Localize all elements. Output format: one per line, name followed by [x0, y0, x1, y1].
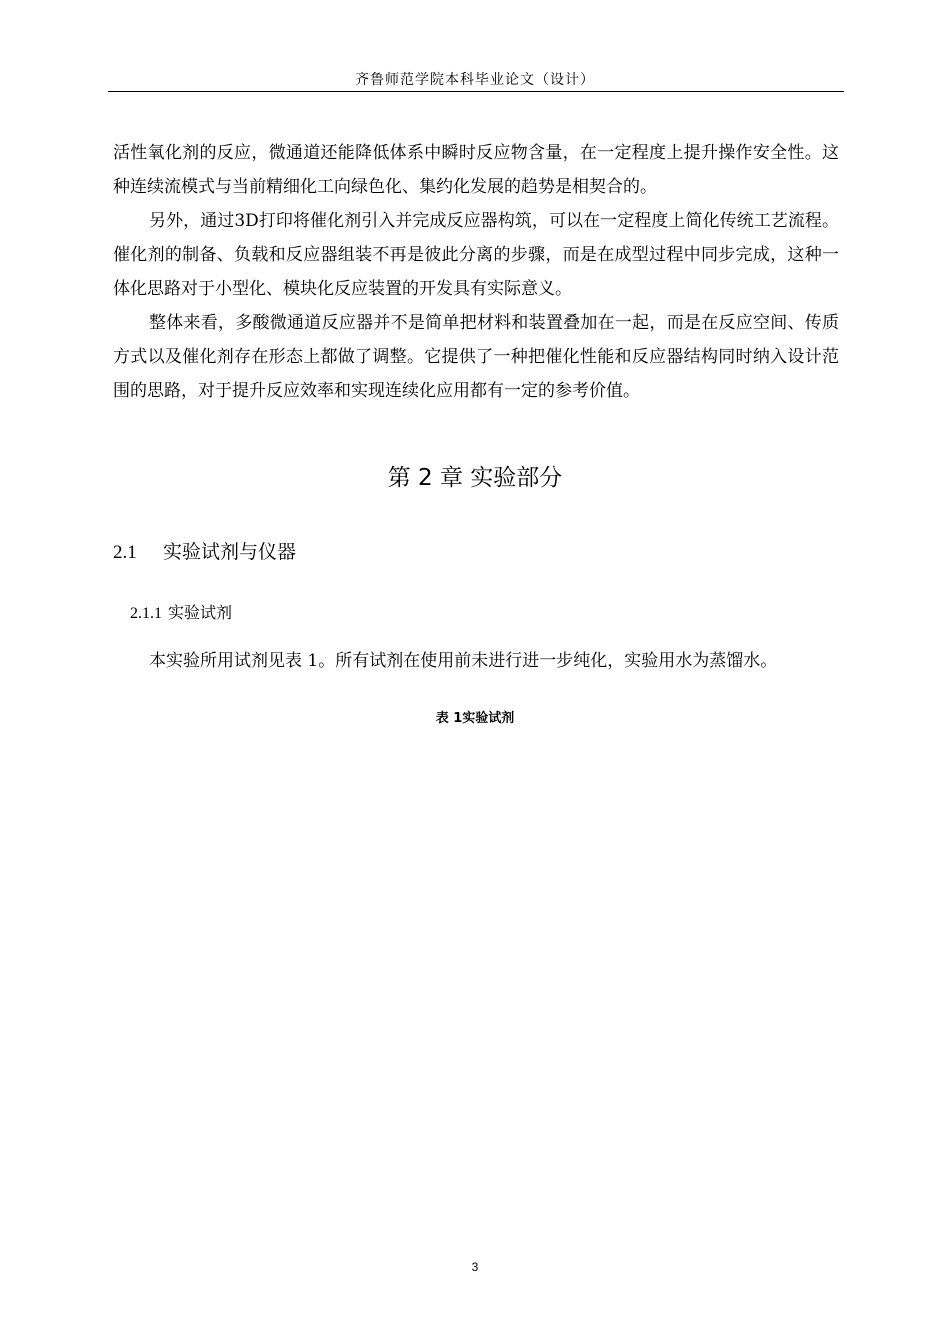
paragraph: 整体来看，多酸微通道反应器并不是简单把材料和装置叠加在一起，而是在反应空间、传质方式以及催化剂存在形态上都做了调整。它提供了一种把催化性能和反应器结构同时纳入设计范围的思路，对于提升反应效率和实现连续化应用都有一定的参考价值。	[113, 313, 839, 401]
paragraph: 另外，通过3D打印将催化剂引入并完成反应器构筑，可以在一定程度上简化传统工艺流程。催化剂的制备、负载和反应器组装不再是彼此分离的步骤，而是在成型过程中同步完成，这种一体化思路对于小型化、模块化反应装置的开发具有实际意义。	[113, 211, 839, 299]
subsection-heading	[130, 601, 232, 626]
page-header: 齐鲁师范学院本科毕业论文（设计）	[355, 72, 595, 88]
section-number: 2.1	[113, 542, 137, 563]
page-number: 3	[471, 1260, 479, 1274]
reagent-paragraph: 本实验所用试剂见表 1。所有试剂在使用前未进行进一步纯化，实验用水为蒸馏水。	[149, 651, 778, 671]
section-heading	[113, 538, 296, 567]
chapter-title: 第 2 章 实验部分	[387, 465, 563, 491]
subsection-number: 2.1.1	[130, 605, 162, 622]
paragraph: 活性氧化剂的反应，微通道还能降低体系中瞬时反应物含量，在一定程度上提升操作安全性。这种连续流模式与当前精细化工向绿色化、集约化发展的趋势是相契合的。	[113, 143, 839, 197]
header-rule	[108, 91, 844, 92]
section-title-text: 实验试剂与仪器	[163, 541, 297, 563]
subsection-title-text: 实验试剂	[168, 603, 233, 622]
table-caption: 表 1实验试剂	[435, 711, 515, 726]
body-text	[113, 136, 839, 408]
